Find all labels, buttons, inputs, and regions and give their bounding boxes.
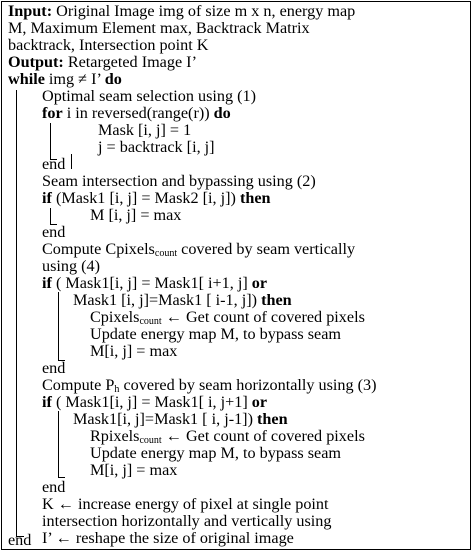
if3-condition-2: Mask1[i, j]=Mask1 [ i, j-1]) (73, 410, 258, 428)
compute-cpixels-line (42, 241, 355, 258)
rpixels-text: Rpixels (90, 427, 140, 445)
if1-condition: (Mask1 [i, j] = Mask2 [i, j]) (51, 189, 240, 207)
compute-cpixels-rest: covered by seam vertically (177, 240, 356, 258)
while-do-keyword: do (104, 70, 122, 88)
rpixels-assign-line (90, 428, 365, 445)
if2-block-bar (58, 292, 59, 360)
using-4-line: using (4) (42, 257, 100, 275)
k-increase-line: K ← increase energy of pixel at single point (42, 495, 329, 513)
input-text-1: Original Image img of size m x n, energy map (52, 2, 356, 20)
if1-then-keyword: then (239, 189, 271, 207)
while-condition: img ≠ I’ (44, 70, 105, 88)
cpixels-sub: count (139, 316, 162, 327)
if2-or-keyword: or (251, 274, 268, 292)
output-label: Output: (8, 53, 64, 71)
if2-condition-line-2 (73, 292, 292, 309)
cpixels-rest: ← Get count of covered pixels (161, 308, 365, 326)
m-assign-2-line: M[i, j] = max (90, 342, 178, 360)
for-condition: i in reversed(range(r)) (62, 104, 214, 122)
if3-condition: ( Mask1[i, j] = Mask1[ i, j+1] (51, 393, 252, 411)
compute-ph-sub: h (114, 384, 120, 395)
for-keyword: for (42, 104, 63, 122)
j-assign-line: j = backtrack [i, j] (98, 138, 215, 156)
if3-block-bar (58, 411, 59, 477)
input-line-1 (8, 3, 355, 20)
if2-line (42, 275, 267, 292)
algorithm-box (1, 1, 471, 550)
if1-end-line: end (42, 223, 66, 241)
m-assign-1-line: M [i, j] = max (90, 206, 182, 224)
while-end-line: end (8, 531, 32, 549)
if1-line (42, 190, 271, 207)
optimal-seam-line: Optimal seam selection using (1) (42, 87, 256, 105)
compute-ph-rest: covered by seam horizontally using (3) (119, 376, 377, 394)
for-end-line: end (42, 155, 66, 173)
rpixels-sub: count (139, 435, 162, 446)
seam-intersection-line: Seam intersection and bypassing using (2) (42, 172, 316, 190)
if2-keyword: if (42, 274, 52, 292)
input-line-3: backtrack, Intersection point K (8, 36, 209, 54)
k-intersection-line: intersection horizontally and vertically using (42, 512, 332, 530)
for-block-bar (50, 123, 51, 159)
while-block-bar (16, 90, 17, 536)
cpixels-text: Cpixels (90, 308, 140, 326)
for-line (42, 105, 231, 122)
cpixels-assign-line (90, 309, 365, 326)
mask-assign-line: Mask [i, j] = 1 (98, 121, 192, 139)
rpixels-rest: ← Get count of covered pixels (161, 427, 365, 445)
compute-cpixels-sub: count (154, 248, 178, 259)
if3-keyword: if (42, 393, 52, 411)
while-keyword: while (8, 70, 45, 88)
compute-cpixels-text: Compute Cpixels (42, 240, 155, 258)
m-assign-3-line: M[i, j] = max (90, 461, 178, 479)
output-text: Retargeted Image I’ (63, 53, 197, 71)
if3-end-line: end (42, 478, 66, 496)
if3-or-keyword: or (251, 393, 268, 411)
if3-then-keyword: then (257, 410, 288, 428)
update-energy-1-line: Update energy map M, to bypass seam (90, 325, 342, 343)
compute-ph-text: Compute P (42, 376, 115, 394)
compute-ph-line (42, 377, 377, 394)
input-line-2: M, Maximum Element max, Backtrack Matrix (8, 19, 310, 37)
update-energy-2-line: Update energy map M, to bypass seam (90, 444, 342, 462)
text-cursor (71, 154, 72, 169)
if1-keyword: if (42, 189, 52, 207)
for-do-keyword: do (213, 104, 231, 122)
output-line (8, 54, 197, 71)
if2-then-keyword: then (261, 291, 292, 309)
while-line (8, 71, 122, 88)
if2-condition: ( Mask1[i, j] = Mask1[ i+1, j] (51, 274, 252, 292)
if2-condition-2: Mask1 [i, j]=Mask1 [ i-1, j]) (73, 291, 262, 309)
if1-block-bar (50, 208, 51, 224)
input-label: Input: (8, 2, 53, 20)
if3-line (42, 394, 267, 411)
if2-end-line: end (42, 359, 66, 377)
reshape-line: I’ ← reshape the size of original image (42, 529, 294, 547)
if3-condition-line-2 (73, 411, 288, 428)
